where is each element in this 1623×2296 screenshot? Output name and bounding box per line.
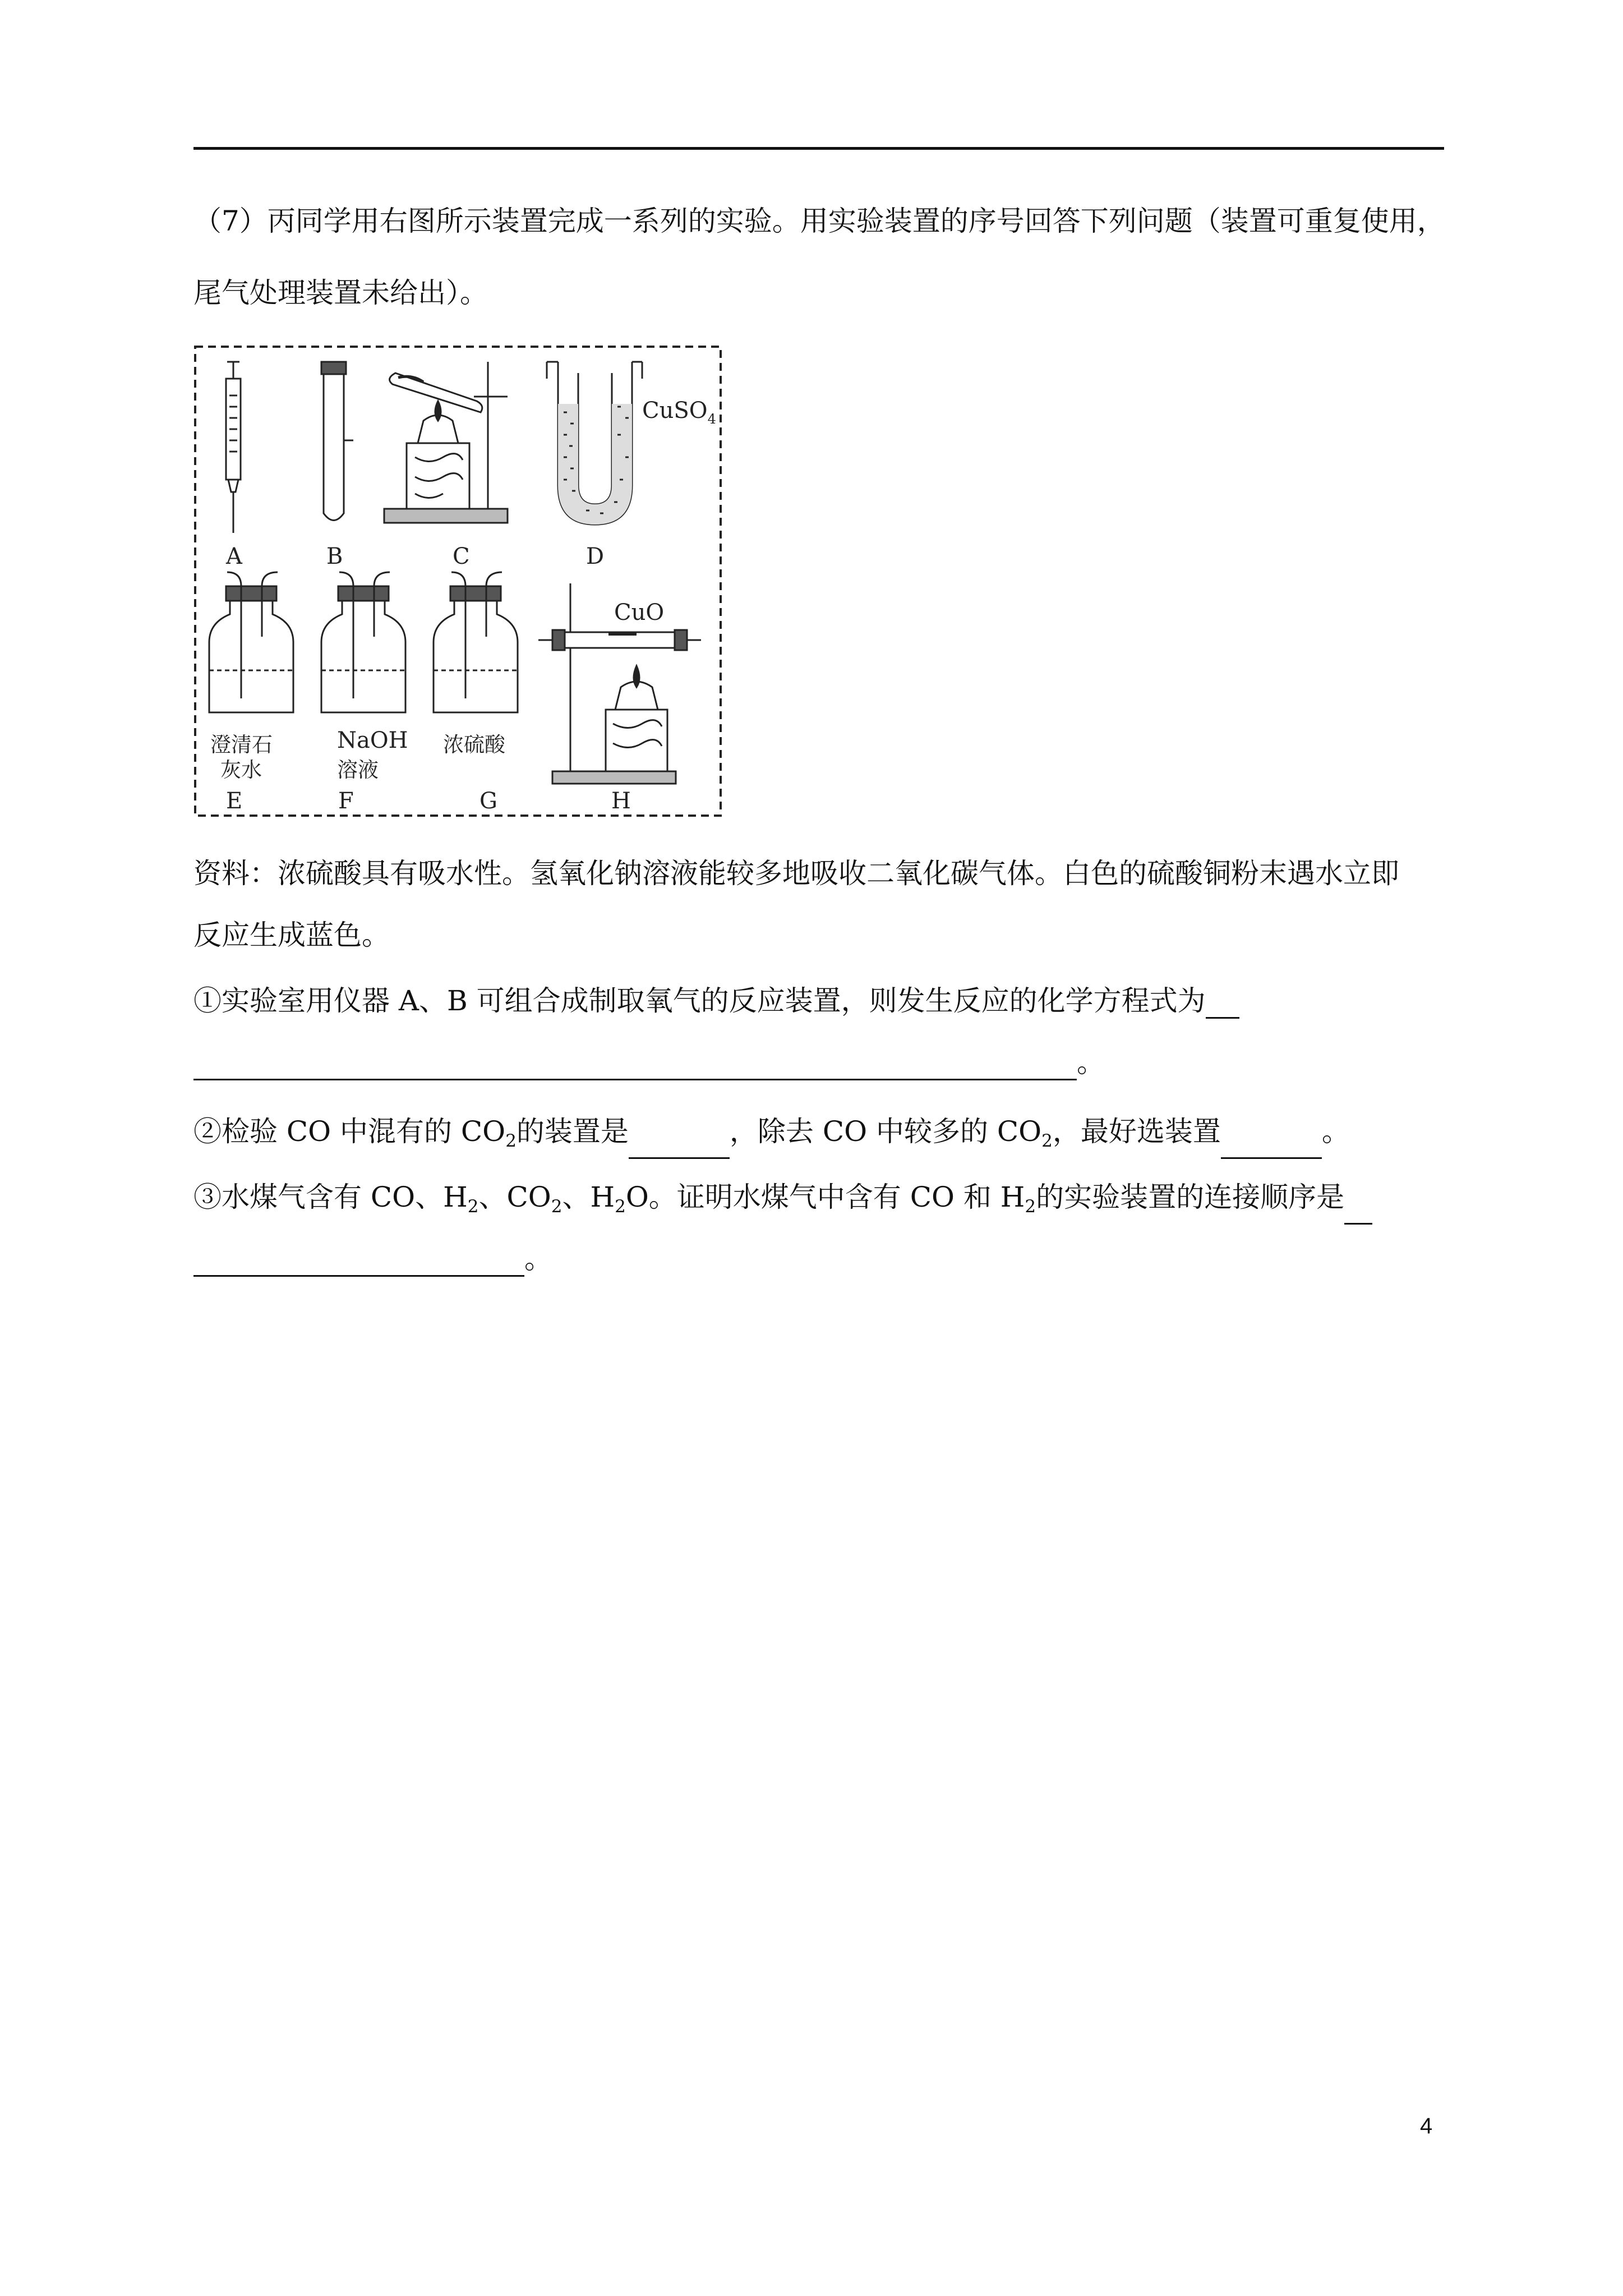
- label-E-reagent-2: 灰水: [220, 758, 262, 782]
- page-number: 4: [1420, 2114, 1433, 2138]
- label-G: G: [479, 788, 497, 814]
- material-line2: 反应生成蓝色。: [193, 919, 390, 951]
- question-1: [193, 983, 1444, 1019]
- label-F-reagent-1: NaOH: [337, 728, 408, 753]
- question-3-answer-line: 。: [193, 1241, 1444, 1277]
- question-intro-line2: 尾气处理装置未给出）。: [193, 277, 488, 309]
- question-1-answer-line: 。: [193, 1045, 1444, 1080]
- wash-bottle-F: [321, 572, 405, 712]
- header-rule: [193, 147, 1444, 150]
- label-D-reagent: CuSO$_4$: [642, 398, 716, 427]
- answer-blank-3a[interactable]: [1344, 1194, 1372, 1225]
- answer-blank-2b[interactable]: [1221, 1128, 1322, 1159]
- label-F: F: [338, 788, 354, 814]
- syringe-A: [226, 362, 241, 533]
- heating-apparatus-C: [384, 362, 508, 523]
- label-G-reagent: 浓硫酸: [443, 733, 505, 757]
- answer-blank-3b[interactable]: [193, 1246, 524, 1277]
- answer-blank-2a[interactable]: [629, 1128, 730, 1159]
- answer-blank-1b[interactable]: [193, 1050, 1077, 1080]
- apparatus-figure: [193, 345, 722, 817]
- label-A: A: [226, 544, 242, 569]
- label-H-reagent: CuO: [614, 600, 665, 625]
- label-E-reagent-1: 澄清石: [210, 733, 273, 757]
- question-1-text: ①实验室用仪器 A、B 可组合成制取氧气的反应装置，则发生反应的化学方程式为: [193, 984, 1206, 1017]
- u-tube-D: [547, 362, 642, 524]
- label-C: C: [453, 544, 470, 569]
- label-H: H: [611, 788, 631, 814]
- label-F-reagent-2: 溶液: [337, 758, 379, 782]
- wash-bottle-E: [209, 572, 293, 712]
- label-E: E: [226, 788, 243, 814]
- question-3: ③水煤气含有 CO、$H_2$、$CO_2$、$H_2O$。证明水煤气中含有 CO 和 $H_2$的实验装置的连接顺序是: [193, 1179, 1444, 1225]
- wash-bottle-G: [434, 572, 518, 712]
- label-B: B: [326, 544, 343, 569]
- label-D: D: [586, 544, 605, 569]
- material-line1: 资料：浓硫酸具有吸水性。氢氧化钠溶液能较多地吸收二氧化碳气体。白色的硫酸铜粉末遇水立即: [193, 857, 1399, 890]
- question-2: ②检验 CO 中混有的 $CO_2$的装置是 ，除去 CO 中较多的 $CO_2$，最好选装置 。: [193, 1114, 1444, 1159]
- test-tube-B: [321, 362, 353, 521]
- answer-blank-1a[interactable]: [1206, 988, 1239, 1019]
- question-intro-line1: （7）丙同学用右图所示装置完成一系列的实验。用实验装置的序号回答下列问题（装置可重复使用，: [193, 205, 1445, 237]
